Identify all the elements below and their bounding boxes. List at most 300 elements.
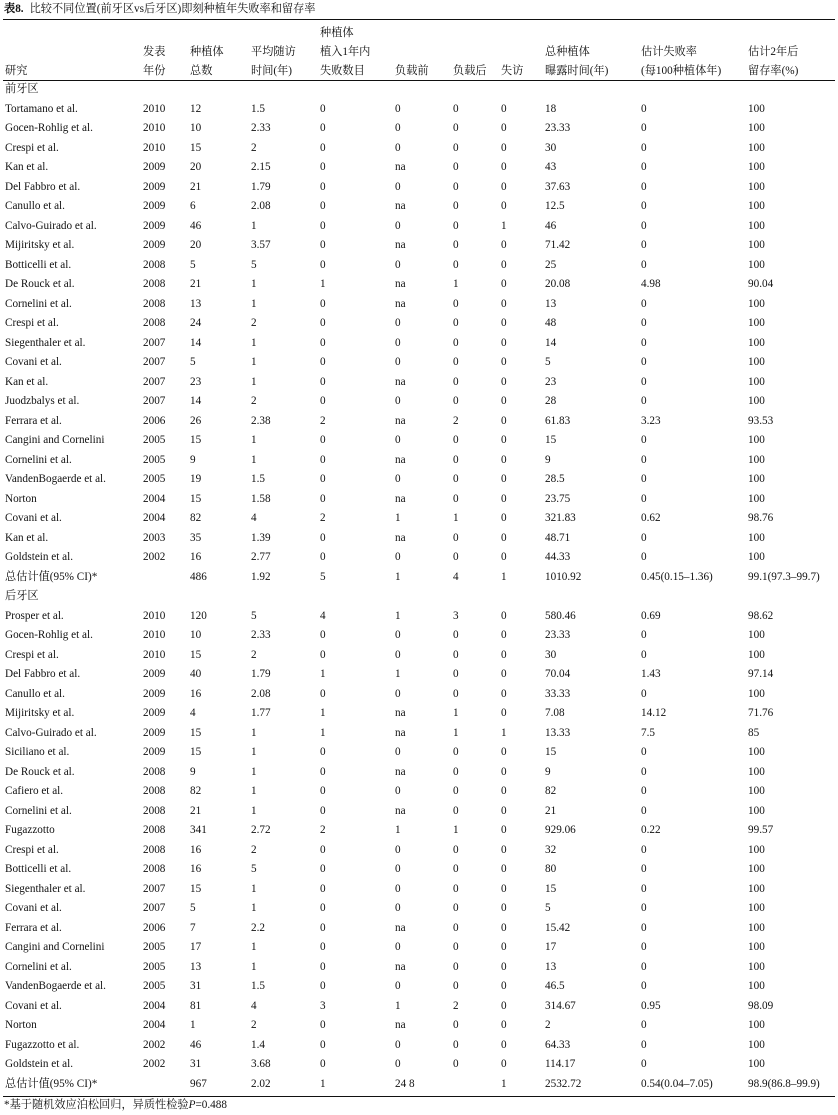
value-cell-before: na xyxy=(395,297,406,310)
value-cell-surv: 98.09 xyxy=(748,999,774,1012)
header-lost-line: 失访 xyxy=(501,65,524,77)
value-cell-lost: 0 xyxy=(501,765,507,778)
value-cell-fu: 1 xyxy=(251,765,257,778)
value-cell-after: 0 xyxy=(453,843,459,856)
value-cell-lost: 0 xyxy=(501,785,507,797)
value-cell-surv: 100 xyxy=(748,843,765,856)
value-cell-exp: 23.75 xyxy=(545,492,571,505)
value-cell-fail: 1 xyxy=(320,726,326,739)
value-cell-year: 2008 xyxy=(143,863,166,875)
value-cell-year: 2009 xyxy=(143,687,166,700)
value-cell-before: na xyxy=(395,1019,406,1031)
footnote-p-value: =0.488 xyxy=(195,1099,227,1111)
value-cell-n: 24 xyxy=(190,317,202,329)
value-cell-surv: 97.14 xyxy=(748,668,774,680)
value-cell-fail: 0 xyxy=(320,921,326,934)
value-cell-n: 5 xyxy=(190,356,196,368)
value-cell-lost: 0 xyxy=(501,375,507,388)
value-cell-fail: 0 xyxy=(320,960,326,973)
value-cell-rate: 0 xyxy=(641,258,647,271)
value-cell-after: 0 xyxy=(453,453,459,466)
value-cell-fail: 0 xyxy=(320,122,326,134)
value-cell-surv: 85 xyxy=(748,726,760,739)
header-fail-line: 失败数目 xyxy=(320,65,365,77)
study-name-cell: Siegenthaler et al. xyxy=(5,882,86,895)
value-cell-exp: 21 xyxy=(545,804,557,817)
value-cell-rate: 0 xyxy=(641,434,647,446)
value-cell-after: 1 xyxy=(453,707,459,719)
value-cell-lost: 0 xyxy=(501,1038,507,1051)
value-cell-n: 7 xyxy=(190,921,196,934)
value-cell-year: 2007 xyxy=(143,395,166,407)
value-cell-year: 2010 xyxy=(143,141,166,154)
value-cell-exp: 2 xyxy=(545,1019,551,1031)
value-cell-year: 2008 xyxy=(143,843,166,856)
value-cell-lost: 0 xyxy=(501,960,507,973)
value-cell-fu: 1.58 xyxy=(251,492,271,505)
value-cell-after: 0 xyxy=(453,902,459,914)
value-cell-exp: 37.63 xyxy=(545,180,571,193)
header-year-line: 发表 xyxy=(143,46,166,58)
value-cell-fail: 0 xyxy=(320,551,326,563)
value-cell-exp: 23.33 xyxy=(545,122,571,134)
value-cell-rate: 0 xyxy=(641,785,647,797)
value-cell-rate: 0 xyxy=(641,453,647,466)
value-cell-year: 2009 xyxy=(143,726,166,739)
value-cell-rate: 0 xyxy=(641,492,647,505)
study-name-cell: Mijiritsky et al. xyxy=(5,707,75,719)
value-cell-exp: 70.04 xyxy=(545,668,571,680)
study-name-cell: Crespi et al. xyxy=(5,843,59,856)
value-cell-fu: 1 xyxy=(251,356,257,368)
value-cell-rate: 0 xyxy=(641,336,647,349)
value-cell-n: 46 xyxy=(190,219,202,232)
study-name-cell: Kan et al. xyxy=(5,375,49,388)
study-name-cell: Del Fabbro et al. xyxy=(5,668,81,680)
value-cell-n: 31 xyxy=(190,980,202,992)
value-cell-rate: 0 xyxy=(641,161,647,173)
value-cell-rate: 0 xyxy=(641,122,647,134)
value-cell-fu: 1 xyxy=(251,882,257,895)
value-cell-n: 486 xyxy=(190,570,207,583)
value-cell-n: 82 xyxy=(190,785,202,797)
value-cell-exp: 5 xyxy=(545,356,551,368)
value-cell-exp: 1010.92 xyxy=(545,570,582,583)
value-cell-before: 0 xyxy=(395,1038,401,1051)
study-name-cell: Cornelini et al. xyxy=(5,804,72,817)
study-name-cell: Gocen-Rohlig et al. xyxy=(5,122,93,134)
value-cell-fu: 1.39 xyxy=(251,531,271,544)
value-cell-year: 2005 xyxy=(143,980,166,992)
study-name-cell: Del Fabbro et al. xyxy=(5,180,81,193)
value-cell-after: 0 xyxy=(453,960,459,973)
study-name-cell: Cornelini et al. xyxy=(5,297,72,310)
value-cell-n: 21 xyxy=(190,804,202,817)
value-cell-fu: 1.79 xyxy=(251,668,271,680)
value-cell-n: 26 xyxy=(190,414,202,427)
study-name-cell: Covani et al. xyxy=(5,512,62,524)
value-cell-after: 0 xyxy=(453,180,459,193)
value-cell-rate: 0 xyxy=(641,356,647,368)
value-cell-fail: 0 xyxy=(320,902,326,914)
value-cell-surv: 99.57 xyxy=(748,824,774,836)
value-cell-fail: 0 xyxy=(320,980,326,992)
value-cell-surv: 90.04 xyxy=(748,278,774,290)
value-cell-lost: 0 xyxy=(501,473,507,485)
value-cell-fail: 0 xyxy=(320,843,326,856)
value-cell-n: 15 xyxy=(190,746,202,758)
study-name-cell: 总估计值(95% CI)* xyxy=(5,1077,98,1090)
value-cell-fu: 2.08 xyxy=(251,200,271,212)
value-cell-n: 16 xyxy=(190,863,202,875)
value-cell-exp: 13 xyxy=(545,297,557,310)
study-name-cell: Crespi et al. xyxy=(5,141,59,154)
value-cell-n: 46 xyxy=(190,1038,202,1051)
value-cell-lost: 0 xyxy=(501,434,507,446)
value-cell-fail: 1 xyxy=(320,1077,326,1090)
value-cell-before: na xyxy=(395,453,406,466)
value-cell-after: 0 xyxy=(453,317,459,329)
value-cell-fail: 0 xyxy=(320,1019,326,1031)
value-cell-lost: 1 xyxy=(501,570,507,583)
value-cell-fu: 2.38 xyxy=(251,414,271,427)
value-cell-surv: 100 xyxy=(748,239,765,251)
value-cell-fail: 0 xyxy=(320,375,326,388)
value-cell-rate: 0 xyxy=(641,297,647,310)
value-cell-rate: 0 xyxy=(641,765,647,778)
value-cell-exp: 33.33 xyxy=(545,687,571,700)
value-cell-after: 1 xyxy=(453,512,459,524)
value-cell-fail: 0 xyxy=(320,141,326,154)
value-cell-exp: 14 xyxy=(545,336,557,349)
value-cell-exp: 15 xyxy=(545,434,557,446)
study-name-cell: Fugazzotto xyxy=(5,824,55,836)
study-name-cell: Tortamano et al. xyxy=(5,102,78,115)
value-cell-exp: 7.08 xyxy=(545,707,565,719)
value-cell-fu: 2.77 xyxy=(251,551,271,563)
value-cell-after: 0 xyxy=(453,375,459,388)
value-cell-n: 15 xyxy=(190,726,202,739)
value-cell-surv: 100 xyxy=(748,921,765,934)
study-name-cell: Mijiritsky et al. xyxy=(5,239,75,251)
value-cell-year: 2005 xyxy=(143,473,166,485)
value-cell-before: na xyxy=(395,804,406,817)
value-cell-fail: 0 xyxy=(320,648,326,661)
value-cell-surv: 100 xyxy=(748,473,765,485)
value-cell-after: 1 xyxy=(453,726,459,739)
value-cell-after: 0 xyxy=(453,297,459,310)
value-cell-lost: 0 xyxy=(501,122,507,134)
value-cell-before: 24 8 xyxy=(395,1077,415,1090)
value-cell-fail: 0 xyxy=(320,492,326,505)
value-cell-surv: 100 xyxy=(748,258,765,271)
value-cell-lost: 0 xyxy=(501,824,507,836)
value-cell-surv: 100 xyxy=(748,863,765,875)
value-cell-after: 0 xyxy=(453,668,459,680)
value-cell-fu: 3.57 xyxy=(251,239,271,251)
value-cell-rate: 0 xyxy=(641,980,647,992)
value-cell-rate: 7.5 xyxy=(641,726,655,739)
header-exp-line: 总种植体 xyxy=(545,46,590,58)
value-cell-surv: 100 xyxy=(748,1058,765,1070)
value-cell-exp: 48.71 xyxy=(545,531,571,544)
value-cell-surv: 98.9(86.8–99.9) xyxy=(748,1077,820,1090)
value-cell-rate: 0 xyxy=(641,863,647,875)
value-cell-surv: 100 xyxy=(748,960,765,973)
value-cell-after: 0 xyxy=(453,1019,459,1031)
value-cell-before: na xyxy=(395,765,406,778)
value-cell-lost: 0 xyxy=(501,941,507,953)
value-cell-exp: 46 xyxy=(545,219,557,232)
value-cell-rate: 0 xyxy=(641,960,647,973)
value-cell-fail: 0 xyxy=(320,395,326,407)
value-cell-rate: 0 xyxy=(641,648,647,661)
value-cell-rate: 0 xyxy=(641,200,647,212)
value-cell-surv: 100 xyxy=(748,492,765,505)
value-cell-n: 1 xyxy=(190,1019,196,1031)
value-cell-lost: 0 xyxy=(501,395,507,407)
value-cell-surv: 100 xyxy=(748,141,765,154)
value-cell-lost: 0 xyxy=(501,531,507,544)
value-cell-n: 10 xyxy=(190,629,202,641)
value-cell-before: 0 xyxy=(395,629,401,641)
value-cell-n: 13 xyxy=(190,297,202,310)
footnote-text: *基于随机效应泊松回归，异质性检验 xyxy=(4,1099,189,1111)
value-cell-rate: 0 xyxy=(641,102,647,115)
value-cell-after: 0 xyxy=(453,980,459,992)
value-cell-exp: 18 xyxy=(545,102,557,115)
value-cell-surv: 99.1(97.3–99.7) xyxy=(748,570,820,583)
value-cell-lost: 1 xyxy=(501,726,507,739)
value-cell-exp: 28.5 xyxy=(545,473,565,485)
value-cell-after: 3 xyxy=(453,609,459,622)
value-cell-before: na xyxy=(395,960,406,973)
value-cell-lost: 0 xyxy=(501,668,507,680)
value-cell-fail: 0 xyxy=(320,161,326,173)
study-name-cell: Cangini and Cornelini xyxy=(5,434,105,446)
value-cell-rate: 0 xyxy=(641,473,647,485)
value-cell-exp: 114.17 xyxy=(545,1058,576,1070)
value-cell-exp: 48 xyxy=(545,317,557,329)
value-cell-surv: 100 xyxy=(748,180,765,193)
value-cell-rate: 0.54(0.04–7.05) xyxy=(641,1077,713,1090)
value-cell-fu: 2 xyxy=(251,317,257,329)
value-cell-year: 2002 xyxy=(143,551,166,563)
value-cell-fu: 3.68 xyxy=(251,1058,271,1070)
value-cell-year: 2005 xyxy=(143,453,166,466)
value-cell-before: na xyxy=(395,278,406,290)
value-cell-before: 0 xyxy=(395,258,401,271)
value-cell-fail: 0 xyxy=(320,863,326,875)
value-cell-year: 2009 xyxy=(143,180,166,193)
value-cell-after: 0 xyxy=(453,102,459,115)
value-cell-n: 21 xyxy=(190,180,202,193)
value-cell-surv: 100 xyxy=(748,434,765,446)
value-cell-n: 15 xyxy=(190,141,202,154)
value-cell-fu: 1 xyxy=(251,726,257,739)
value-cell-before: 0 xyxy=(395,1058,401,1070)
value-cell-year: 2009 xyxy=(143,219,166,232)
value-cell-fu: 1.5 xyxy=(251,980,265,992)
value-cell-rate: 0 xyxy=(641,629,647,641)
value-cell-surv: 100 xyxy=(748,161,765,173)
value-cell-lost: 1 xyxy=(501,219,507,232)
value-cell-exp: 43 xyxy=(545,161,557,173)
value-cell-exp: 46.5 xyxy=(545,980,565,992)
value-cell-fail: 2 xyxy=(320,512,326,524)
value-cell-rate: 4.98 xyxy=(641,278,661,290)
value-cell-fu: 2.72 xyxy=(251,824,271,836)
value-cell-rate: 1.43 xyxy=(641,668,661,680)
value-cell-before: 0 xyxy=(395,902,401,914)
study-name-cell: Covani et al. xyxy=(5,999,62,1012)
value-cell-before: na xyxy=(395,921,406,934)
value-cell-after: 0 xyxy=(453,473,459,485)
value-cell-n: 40 xyxy=(190,668,202,680)
value-cell-year: 2009 xyxy=(143,746,166,758)
value-cell-rate: 0 xyxy=(641,804,647,817)
value-cell-rate: 0 xyxy=(641,317,647,329)
value-cell-exp: 64.33 xyxy=(545,1038,571,1051)
value-cell-exp: 71.42 xyxy=(545,239,571,251)
study-name-cell: Crespi et al. xyxy=(5,317,59,329)
value-cell-surv: 100 xyxy=(748,902,765,914)
header-fu-line: 平均随访 xyxy=(251,46,296,58)
value-cell-lost: 0 xyxy=(501,921,507,934)
value-cell-before: 0 xyxy=(395,434,401,446)
value-cell-after: 0 xyxy=(453,687,459,700)
value-cell-fu: 1.92 xyxy=(251,570,271,583)
value-cell-rate: 0.22 xyxy=(641,824,661,836)
value-cell-lost: 0 xyxy=(501,258,507,271)
value-cell-lost: 0 xyxy=(501,278,507,290)
value-cell-before: 0 xyxy=(395,980,401,992)
value-cell-surv: 100 xyxy=(748,785,765,797)
value-cell-n: 967 xyxy=(190,1077,207,1090)
value-cell-year: 2008 xyxy=(143,824,166,836)
value-cell-before: na xyxy=(395,375,406,388)
top-rule xyxy=(3,19,835,20)
value-cell-fu: 1 xyxy=(251,804,257,817)
value-cell-rate: 0.62 xyxy=(641,512,661,524)
value-cell-fail: 0 xyxy=(320,746,326,758)
value-cell-exp: 12.5 xyxy=(545,200,565,212)
value-cell-fu: 1 xyxy=(251,297,257,310)
value-cell-n: 23 xyxy=(190,375,202,388)
value-cell-year: 2010 xyxy=(143,648,166,661)
value-cell-fu: 1 xyxy=(251,960,257,973)
value-cell-fail: 1 xyxy=(320,707,326,719)
value-cell-n: 5 xyxy=(190,258,196,271)
value-cell-after: 0 xyxy=(453,492,459,505)
value-cell-fu: 5 xyxy=(251,258,257,271)
value-cell-fail: 0 xyxy=(320,219,326,232)
study-name-cell: Goldstein et al. xyxy=(5,1058,74,1070)
value-cell-year: 2007 xyxy=(143,336,166,349)
study-name-cell: Calvo-Guirado et al. xyxy=(5,219,97,232)
value-cell-fail: 0 xyxy=(320,297,326,310)
study-name-cell: De Rouck et al. xyxy=(5,278,75,290)
value-cell-before: 0 xyxy=(395,336,401,349)
value-cell-n: 35 xyxy=(190,531,202,544)
value-cell-fail: 5 xyxy=(320,570,326,583)
header-rate-line: (每100种植体年) xyxy=(641,65,722,77)
value-cell-year: 2004 xyxy=(143,492,166,505)
value-cell-fail: 0 xyxy=(320,434,326,446)
value-cell-fu: 2 xyxy=(251,648,257,661)
value-cell-after: 0 xyxy=(453,239,459,251)
value-cell-fu: 2.33 xyxy=(251,122,271,134)
header-fail-line: 植入1年内 xyxy=(320,46,371,58)
value-cell-n: 20 xyxy=(190,161,202,173)
value-cell-rate: 3.23 xyxy=(641,414,661,427)
value-cell-exp: 61.83 xyxy=(545,414,571,427)
value-cell-year: 2007 xyxy=(143,375,166,388)
value-cell-lost: 0 xyxy=(501,492,507,505)
value-cell-n: 15 xyxy=(190,492,202,505)
value-cell-after: 1 xyxy=(453,824,459,836)
value-cell-after: 0 xyxy=(453,219,459,232)
value-cell-lost: 0 xyxy=(501,297,507,310)
value-cell-after: 0 xyxy=(453,785,459,797)
value-cell-after: 0 xyxy=(453,882,459,895)
value-cell-before: 1 xyxy=(395,668,401,680)
value-cell-before: 0 xyxy=(395,785,401,797)
value-cell-exp: 82 xyxy=(545,785,557,797)
value-cell-before: 0 xyxy=(395,863,401,875)
value-cell-surv: 100 xyxy=(748,980,765,992)
value-cell-surv: 100 xyxy=(748,1019,765,1031)
value-cell-after: 0 xyxy=(453,804,459,817)
value-cell-fail: 0 xyxy=(320,239,326,251)
value-cell-before: 0 xyxy=(395,473,401,485)
study-name-cell: Siegenthaler et al. xyxy=(5,336,86,349)
value-cell-fail: 0 xyxy=(320,882,326,895)
value-cell-year: 2007 xyxy=(143,882,166,895)
value-cell-year: 2005 xyxy=(143,960,166,973)
footnote-p-symbol: P xyxy=(188,1099,196,1111)
value-cell-fail: 2 xyxy=(320,824,326,836)
value-cell-surv: 93.53 xyxy=(748,414,774,427)
value-cell-n: 14 xyxy=(190,336,202,349)
table-footnote xyxy=(4,1098,227,1112)
value-cell-fu: 5 xyxy=(251,863,257,875)
value-cell-after: 0 xyxy=(453,336,459,349)
header-n-line: 种植体 xyxy=(190,46,224,58)
study-name-cell: Norton xyxy=(5,1019,37,1031)
value-cell-exp: 28 xyxy=(545,395,557,407)
study-name-cell: Prosper et al. xyxy=(5,609,64,622)
value-cell-lost: 0 xyxy=(501,414,507,427)
value-cell-n: 31 xyxy=(190,1058,202,1070)
value-cell-lost: 0 xyxy=(501,1019,507,1031)
value-cell-fail: 0 xyxy=(320,785,326,797)
value-cell-fu: 2 xyxy=(251,395,257,407)
value-cell-fu: 2.33 xyxy=(251,629,271,641)
value-cell-n: 12 xyxy=(190,102,202,115)
value-cell-rate: 0 xyxy=(641,551,647,563)
value-cell-after: 0 xyxy=(453,765,459,778)
value-cell-rate: 0 xyxy=(641,531,647,544)
value-cell-n: 20 xyxy=(190,239,202,251)
value-cell-before: na xyxy=(395,200,406,212)
study-name-cell: Canullo et al. xyxy=(5,687,65,700)
value-cell-fu: 2.02 xyxy=(251,1077,271,1090)
value-cell-before: na xyxy=(395,239,406,251)
value-cell-fail: 0 xyxy=(320,804,326,817)
value-cell-rate: 0 xyxy=(641,902,647,914)
value-cell-year: 2010 xyxy=(143,122,166,134)
